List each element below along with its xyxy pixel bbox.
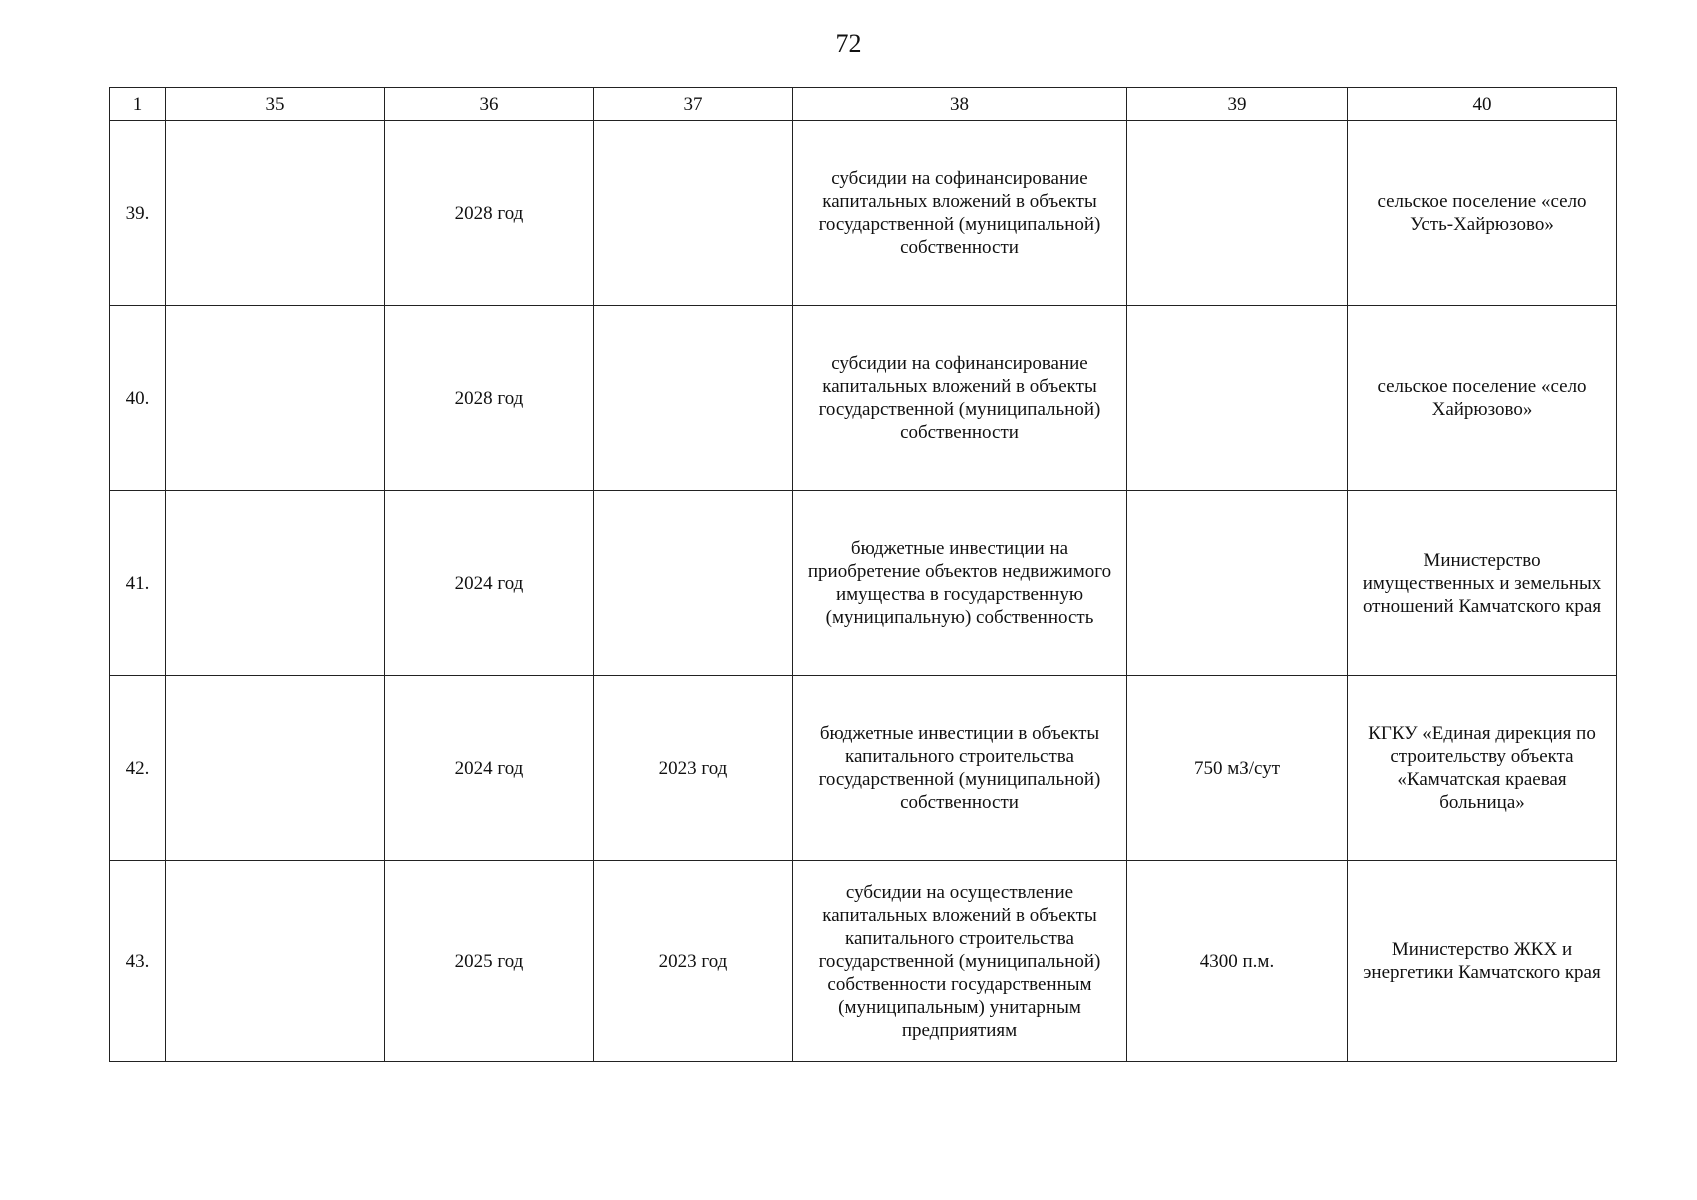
table-cell (594, 306, 793, 491)
table-cell: 2023 год (594, 676, 793, 861)
row-number-cell: 39. (110, 121, 166, 306)
table-cell: 2028 год (385, 121, 594, 306)
table-cell (166, 121, 385, 306)
table-cell: 2025 год (385, 861, 594, 1062)
table-cell (1127, 306, 1348, 491)
row-number-cell: 42. (110, 676, 166, 861)
header-row (110, 88, 1617, 121)
table-cell: 2024 год (385, 491, 594, 676)
table-cell: субсидии на софинансирование капитальных вложений в объекты государственной (муниципальной) собственности (793, 121, 1127, 306)
table-row (110, 676, 1617, 861)
table-cell (166, 861, 385, 1062)
row-number-cell: 41. (110, 491, 166, 676)
table-cell: Министерство ЖКХ и энергетики Камчатского края (1348, 861, 1617, 1062)
table-cell: бюджетные инвестиции в объекты капитального строительства государственной (муниципальной) собственности (793, 676, 1127, 861)
column-header: 39 (1127, 88, 1348, 121)
table-cell: сельское поселение «село Хайрюзово» (1348, 306, 1617, 491)
table-row (110, 121, 1617, 306)
table-cell (594, 121, 793, 306)
table-cell: бюджетные инвестиции на приобретение объектов недвижимого имущества в государственную (муниципальную) собственность (793, 491, 1127, 676)
table-cell: Министерство имущественных и земельных отношений Камчатского края (1348, 491, 1617, 676)
table-cell: 750 мЗ/сут (1127, 676, 1348, 861)
table-cell (1127, 491, 1348, 676)
table-cell (594, 491, 793, 676)
data-table (109, 87, 1617, 1062)
table-cell: 4300 п.м. (1127, 861, 1348, 1062)
table-cell: КГКУ «Единая дирекция по строительству объекта «Камчатская краевая больница» (1348, 676, 1617, 861)
table-cell: 2028 год (385, 306, 594, 491)
row-number-cell: 40. (110, 306, 166, 491)
table-cell (1127, 121, 1348, 306)
table-cell: 2024 год (385, 676, 594, 861)
column-header: 35 (166, 88, 385, 121)
table-cell (166, 676, 385, 861)
table-cell (166, 306, 385, 491)
column-header: 40 (1348, 88, 1617, 121)
column-header: 1 (110, 88, 166, 121)
table-cell (166, 491, 385, 676)
table-cell: 2023 год (594, 861, 793, 1062)
page-number: 72 (835, 29, 862, 58)
table-row (110, 861, 1617, 1062)
row-number-cell: 43. (110, 861, 166, 1062)
table-cell: субсидии на софинансирование капитальных вложений в объекты государственной (муниципальной) собственности (793, 306, 1127, 491)
column-header: 38 (793, 88, 1127, 121)
column-header: 36 (385, 88, 594, 121)
table-cell: субсидии на осуществление капитальных вложений в объекты капитального строительства государственной (муниципальной) собственности государственным (муниципальным) унитарным предприятиям (793, 861, 1127, 1062)
table-cell: сельское поселение «село Усть-Хайрюзово» (1348, 121, 1617, 306)
table-row (110, 491, 1617, 676)
column-header: 37 (594, 88, 793, 121)
table-row (110, 306, 1617, 491)
